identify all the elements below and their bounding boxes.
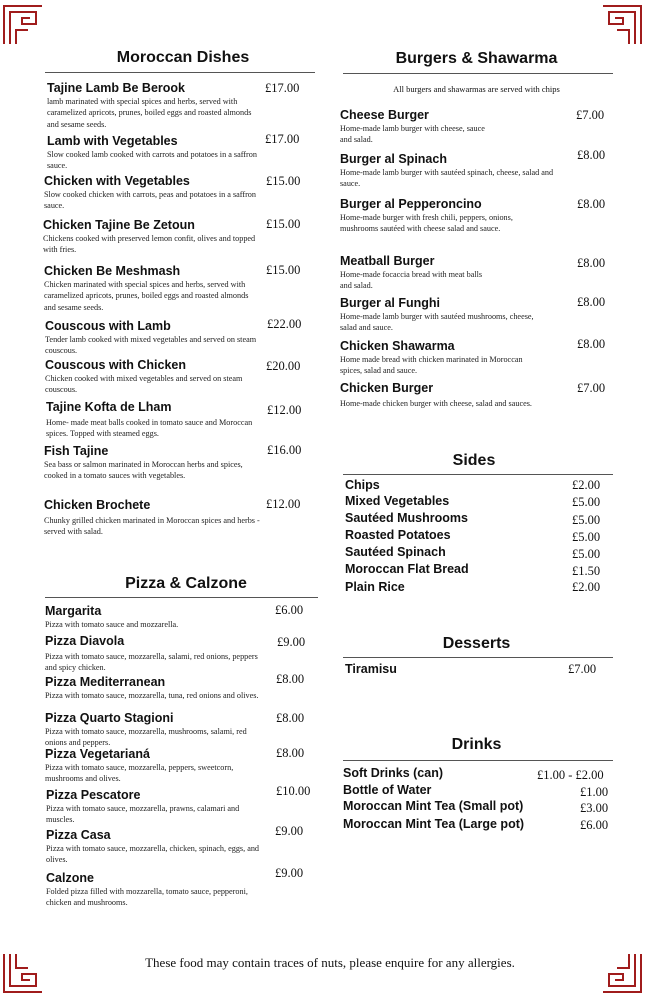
item-name: Pizza Pescatore [46, 788, 141, 802]
pizza-item [45, 747, 270, 785]
pizza-item [46, 788, 268, 826]
item-description: Home-made chicken burger with cheese, salad and sauces. [340, 399, 532, 408]
item-price: £15.00 [266, 263, 301, 277]
drink-price: £1.00 - £2.00 [537, 768, 604, 782]
item-name: Margarita [45, 604, 102, 618]
desserts-title: Desserts [442, 635, 511, 652]
moroccan-item [47, 134, 262, 172]
fretwork-ornament-icon [2, 952, 44, 994]
item-description: Home made bread with chicken marinated in Moroccan spices, salad and sauce. [340, 355, 523, 376]
drink-name: Bottle of Water [343, 783, 432, 797]
burgers-title: Burgers & Shawarma [395, 50, 558, 67]
drink-price: £6.00 [580, 818, 609, 832]
item-price: £15.00 [266, 217, 301, 231]
item-price: £15.00 [266, 174, 301, 188]
corner-ornament-bottom-right [601, 952, 643, 994]
corner-ornament-top-left [2, 4, 44, 46]
item-description: Home-made lamb burger with sautéed mushrooms, cheese, salad and sauce. [340, 312, 534, 333]
item-price: £8.00 [577, 148, 606, 162]
moroccan-item [43, 218, 262, 256]
corner-ornament-bottom-left [2, 952, 44, 994]
item-price: £6.00 [275, 603, 304, 617]
side-price: £2.00 [572, 580, 601, 594]
corner-ornament-top-right [601, 4, 643, 46]
item-name: Tajine Kofta de Lham [46, 400, 172, 414]
item-description: Pizza with tomato sauce, mozzarella, prawns, calamari and muscles. [46, 804, 240, 825]
item-name: Chicken Shawarma [340, 339, 455, 353]
burger-item [340, 254, 545, 292]
item-description: Chunky grilled chicken marinated in Moroccan spices and herbs - served with salad. [44, 516, 260, 537]
item-description: Chicken marinated with special spices and herbs, served with caramelized apricots, prunes, boiled eggs and roasted almonds and sesame seeds. [44, 280, 249, 312]
item-name: Pizza Casa [46, 828, 111, 842]
moroccan-title: Moroccan Dishes [116, 49, 250, 66]
burger-item [340, 339, 540, 377]
item-description: Pizza with tomato sauce and mozzarella. [45, 620, 179, 629]
burger-item [340, 381, 545, 409]
item-price: £9.00 [275, 824, 304, 838]
sides-title: Sides [452, 452, 496, 469]
drinks-title: Drinks [451, 736, 502, 753]
item-name: Chicken Tajine Be Zetoun [43, 218, 195, 232]
fretwork-ornament-icon [601, 4, 643, 46]
item-price: £12.00 [266, 497, 301, 511]
drink-name: Soft Drinks (can) [343, 766, 444, 780]
pizza-item [45, 675, 270, 701]
drink-price: £3.00 [580, 801, 609, 815]
item-name: Tajine Lamb Be Berook [47, 81, 185, 95]
side-price: £5.00 [572, 547, 601, 561]
moroccan-item [44, 264, 262, 313]
item-name: Burger al Funghi [340, 296, 440, 310]
sides-title-rule [343, 474, 613, 475]
item-price: £17.00 [265, 81, 300, 95]
item-name: Meatball Burger [340, 254, 435, 268]
item-price: £8.00 [276, 672, 305, 686]
burger-item [340, 152, 565, 190]
item-description: Pizza with tomato sauce, mozzarella, peppers, sweetcorn, mushrooms and olives. [45, 763, 234, 784]
item-price: £16.00 [267, 443, 302, 457]
item-price: £8.00 [577, 337, 606, 351]
item-price: £10.00 [276, 784, 311, 798]
item-description: Chicken cooked with mixed vegetables and served on steam couscous. [45, 374, 243, 395]
burger-item [340, 296, 552, 334]
side-name: Plain Rice [345, 580, 405, 594]
side-name: Roasted Potatoes [345, 528, 451, 542]
moroccan-item [45, 319, 262, 357]
fretwork-ornament-icon [601, 952, 643, 994]
item-description: Slow cooked lamb cooked with carrots and potatoes in a saffron sauce. [47, 150, 257, 171]
item-price: £22.00 [267, 317, 302, 331]
item-description: Pizza with tomato sauce, mozzarella, chicken, spinach, eggs, and olives. [46, 844, 260, 865]
burger-item [340, 108, 545, 146]
side-name: Mixed Vegetables [345, 494, 450, 508]
item-price: £8.00 [577, 197, 606, 211]
pizza-title-rule [45, 597, 318, 598]
side-name: Moroccan Flat Bread [345, 562, 469, 576]
item-price: £8.00 [276, 711, 305, 725]
side-price: £2.00 [572, 478, 601, 492]
item-name: Pizza Quarto Stagioni [45, 711, 174, 725]
item-price: £7.00 [577, 381, 606, 395]
pizza-item [45, 711, 267, 749]
drink-name: Moroccan Mint Tea (Small pot) [343, 799, 524, 813]
fretwork-ornament-icon [2, 4, 44, 46]
side-name: Sautéed Mushrooms [345, 511, 468, 525]
item-name: Couscous with Lamb [45, 319, 171, 333]
item-price: £20.00 [266, 359, 301, 373]
moroccan-title-rule [45, 72, 315, 73]
desserts-title-rule [343, 657, 613, 658]
item-price: £8.00 [577, 295, 606, 309]
side-price: £5.00 [572, 495, 601, 509]
moroccan-item [44, 174, 262, 212]
item-price: £7.00 [576, 108, 605, 122]
moroccan-item [44, 498, 262, 538]
drink-name: Moroccan Mint Tea (Large pot) [343, 817, 525, 831]
side-name: Chips [345, 478, 380, 492]
side-price: £5.00 [572, 513, 601, 527]
item-price: £9.00 [275, 866, 304, 880]
item-description: Pizza with tomato sauce, mozzarella, salami, red onions, peppers and spicy chicken. [45, 652, 258, 673]
pizza-item [45, 604, 267, 630]
moroccan-item [44, 444, 252, 482]
pizza-item [46, 871, 251, 909]
item-price: £9.00 [277, 635, 306, 649]
item-description: Tender lamb cooked with mixed vegetables and served on steam couscous. [45, 335, 257, 356]
item-price: £8.00 [577, 256, 606, 270]
item-description: Pizza with tomato sauce, mozzarella, tuna, red onions and olives. [45, 691, 259, 700]
pizza-title: Pizza & Calzone [125, 575, 247, 592]
item-price: £8.00 [276, 746, 305, 760]
item-name: Chicken Burger [340, 381, 434, 395]
item-price: £12.00 [267, 403, 302, 417]
item-description: Chickens cooked with preserved lemon confit, olives and topped with fries. [43, 234, 256, 255]
moroccan-item [46, 400, 262, 440]
item-name: Cheese Burger [340, 108, 429, 122]
drinks-title-rule [343, 760, 613, 761]
item-name: Lamb with Vegetables [47, 134, 178, 148]
allergy-notice: These food may contain traces of nuts, please enquire for any allergies. [145, 955, 515, 970]
drink-price: £1.00 [580, 785, 609, 799]
dessert-price: £7.00 [568, 662, 597, 676]
item-description: Home-made lamb burger with sautéed spinach, cheese, salad and sauce. [340, 168, 554, 189]
side-price: £1.50 [572, 564, 601, 578]
item-description: Home-made focaccia bread with meat balls and salad. [340, 270, 483, 291]
item-name: Chicken with Vegetables [44, 174, 190, 188]
dessert-name: Tiramisu [345, 662, 397, 676]
item-description: Pizza with tomato sauce, mozzarella, mushrooms, salami, red onions and peppers. [45, 727, 247, 748]
pizza-item [45, 634, 267, 674]
side-name: Sautéed Spinach [345, 545, 446, 559]
item-description: Home- made meat balls cooked in tomato sauce and Moroccan spices. Topped with steamed eggs. [46, 418, 253, 439]
moroccan-item [45, 358, 262, 396]
item-name: Burger al Pepperoncino [340, 197, 482, 211]
item-name: Calzone [46, 871, 94, 885]
item-name: Chicken Be Meshmash [44, 264, 181, 278]
item-name: Chicken Brochete [44, 498, 151, 512]
item-description: Sea bass or salmon marinated in Moroccan herbs and spices, cooked in a tomato sauces with vegetables. [44, 460, 243, 481]
moroccan-item [47, 81, 262, 130]
pizza-item [46, 828, 268, 866]
item-description: Slow cooked chicken with carrots, peas and potatoes in a saffron sauce. [44, 190, 256, 211]
burgers-note: All burgers and shawarmas are served with chips [393, 84, 560, 94]
burgers-title-rule [343, 73, 613, 74]
item-name: Pizza Vegetarianá [45, 747, 150, 761]
item-name: Couscous with Chicken [45, 358, 186, 372]
item-description: lamb marinated with special spices and herbs, served with caramelized apricots, prunes, boiled eggs and roasted almonds and sesame seeds. [47, 97, 252, 129]
item-description: Folded pizza filled with mozzarella, tomato sauce, pepperoni, chicken and mushrooms. [46, 887, 248, 908]
item-description: Home-made burger with fresh chili, peppers, onions, mushrooms sautéed with cheese salad and sauce. [340, 213, 513, 234]
item-price: £17.00 [265, 132, 300, 146]
side-price: £5.00 [572, 530, 601, 544]
item-name: Burger al Spinach [340, 152, 447, 166]
item-description: Home-made lamb burger with cheese, sauce and salad. [340, 124, 485, 145]
item-name: Pizza Mediterranean [45, 675, 166, 689]
item-name: Fish Tajine [44, 444, 109, 458]
item-name: Pizza Diavola [45, 634, 125, 648]
burger-item [340, 197, 543, 235]
